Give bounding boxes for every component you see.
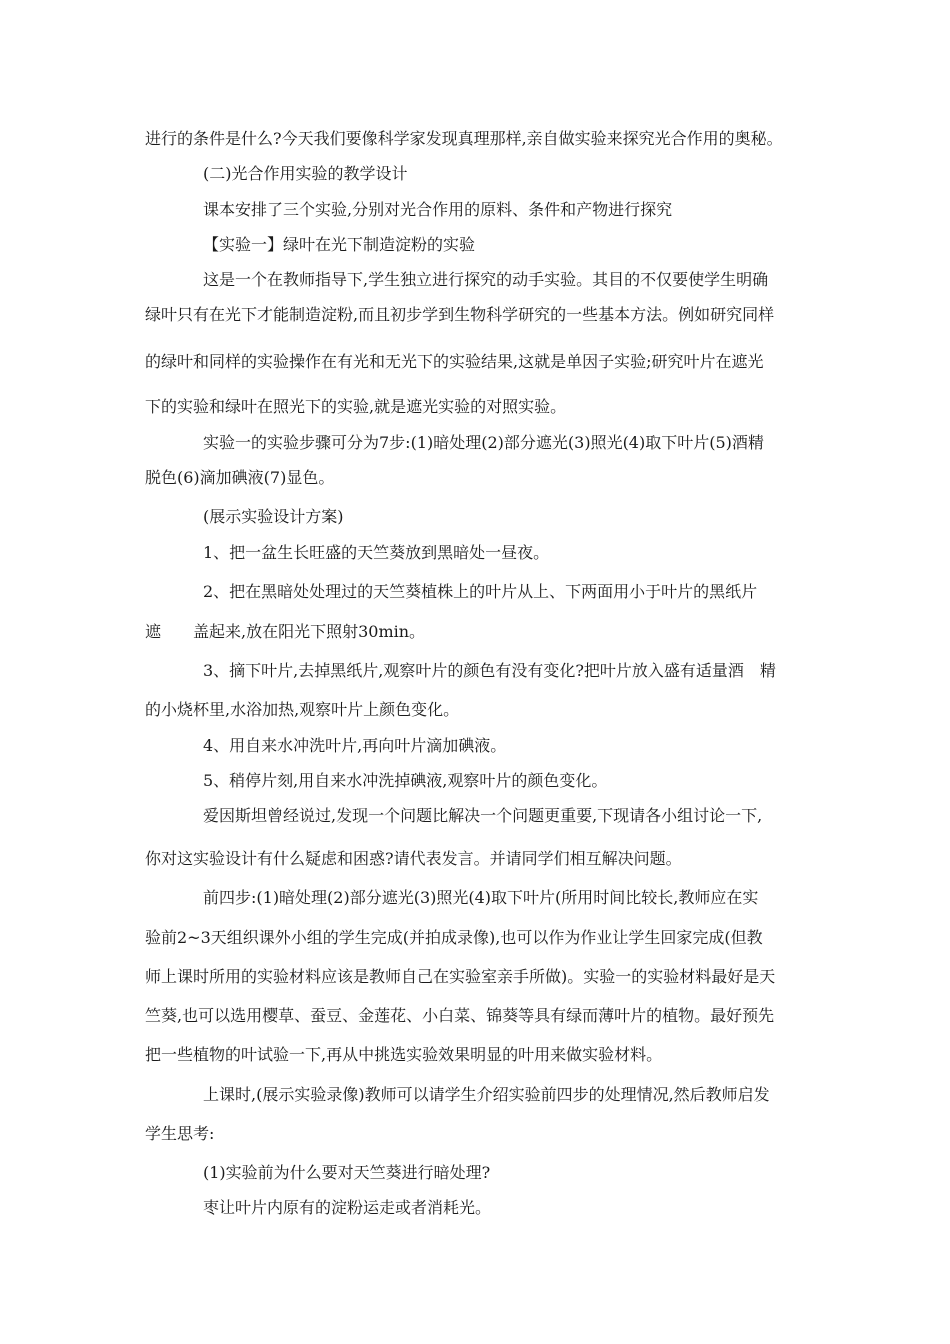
section-heading: (二)光合作用实验的教学设计 (203, 164, 408, 183)
text-line: 你对这实验设计有什么疑虑和困惑?请代表发言。并请同学们相互解决问题。 (145, 849, 682, 868)
text-line: 上课时,(展示实验录像)教师可以请学生介绍实验前四步的处理情况,然后教师启发 (203, 1085, 770, 1104)
experiment-heading: 【实验一】绿叶在光下制造淀粉的实验 (203, 235, 476, 254)
text-line: 验前2~3天组织课外小组的学生完成(并拍成录像),也可以作为作业让学生回家完成(但教 (145, 928, 763, 947)
text-line: 进行的条件是什么?今天我们要像科学家发现真理那样,亲自做实验来探究光合作用的奥秘。 (145, 129, 783, 148)
text-line: 课本安排了三个实验,分别对光合作用的原料、条件和产物进行探究 (203, 200, 673, 219)
text-line: 的绿叶和同样的实验操作在有光和无光下的实验结果,这就是单因子实验;研究叶片在遮光 (145, 352, 764, 371)
text-line: 绿叶只有在光下才能制造淀粉,而且初步学到生物科学研究的一些基本方法。例如研究同样 (145, 305, 775, 324)
text-line: 脱色(6)滴加碘液(7)显色。 (145, 468, 335, 487)
text-line: (展示实验设计方案) (203, 507, 344, 526)
text-line: 前四步:(1)暗处理(2)部分遮光(3)照光(4)取下叶片(所用时间比较长,教师应在实 (203, 888, 759, 907)
text-line: 把一些植物的叶试验一下,再从中挑选实验效果明显的叶用来做实验材料。 (145, 1045, 663, 1064)
answer-1: 枣让叶片内原有的淀粉运走或者消耗光。 (203, 1198, 492, 1217)
text-line: 遮 盖起来,放在阳光下照射30min。 (145, 622, 426, 641)
step-1: 1、把一盆生长旺盛的天竺葵放到黑暗处一昼夜。 (203, 543, 550, 562)
text-line: 的小烧杯里,水浴加热,观察叶片上颜色变化。 (145, 700, 460, 719)
step-2: 2、把在黑暗处处理过的天竺葵植株上的叶片从上、下两面用小于叶片的黑纸片 (203, 582, 758, 601)
text-line: 师上课时所用的实验材料应该是教师自己在实验室亲手所做)。实验一的实验材料最好是天 (145, 967, 776, 986)
step-3: 3、摘下叶片,去掉黑纸片,观察叶片的颜色有没有变化?把叶片放入盛有适量酒 精 (203, 661, 776, 680)
step-5: 5、稍停片刻,用自来水冲洗掉碘液,观察叶片的颜色变化。 (203, 771, 608, 790)
text-line: 实验一的实验步骤可分为7步:(1)暗处理(2)部分遮光(3)照光(4)取下叶片(5)酒精 (203, 433, 764, 452)
text-line: 这是一个在教师指导下,学生独立进行探究的动手实验。其目的不仅要使学生明确 (203, 270, 769, 289)
text-line: 爱因斯坦曾经说过,发现一个问题比解决一个问题更重要,下现请各小组讨论一下, (203, 806, 763, 825)
text-line: 竺葵,也可以选用樱草、蚕豆、金莲花、小白菜、锦葵等具有绿而薄叶片的植物。最好预先 (145, 1006, 775, 1025)
text-line: 学生思考: (145, 1124, 215, 1143)
step-4: 4、用自来水冲洗叶片,再向叶片滴加碘液。 (203, 736, 507, 755)
question-1: (1)实验前为什么要对天竺葵进行暗处理? (203, 1163, 491, 1182)
text-line: 下的实验和绿叶在照光下的实验,就是遮光实验的对照实验。 (145, 397, 567, 416)
